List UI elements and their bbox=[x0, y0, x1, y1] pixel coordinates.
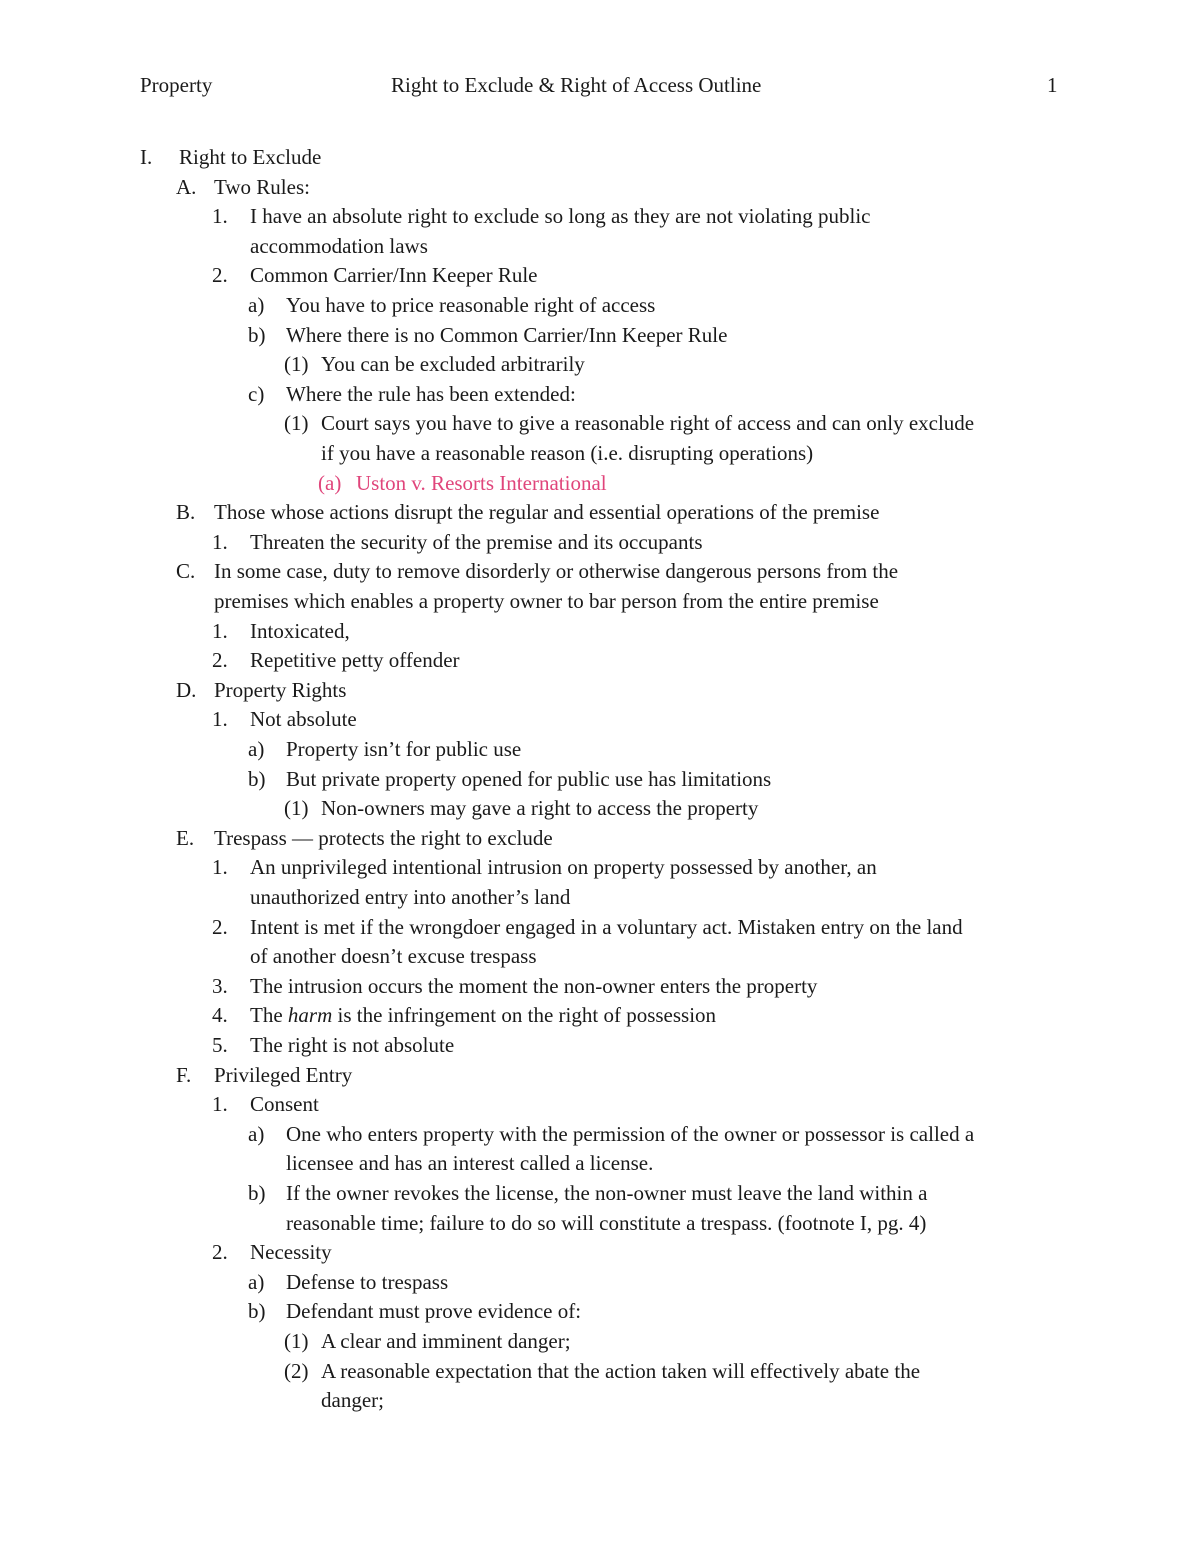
outline-marker: a) bbox=[248, 1121, 265, 1146]
outline-text: Trespass — protects the right to exclude bbox=[214, 825, 553, 850]
outline-marker: (1) bbox=[284, 411, 309, 436]
outline-text: Defense to trespass bbox=[286, 1269, 449, 1294]
outline-item bbox=[0, 972, 1200, 1002]
outline-item bbox=[0, 528, 1200, 558]
outline-marker: 3. bbox=[212, 973, 228, 998]
outline-item bbox=[0, 1268, 1200, 1298]
outline-text: The harm is the infringement on the right of possession bbox=[250, 1003, 717, 1028]
outline-marker: b) bbox=[248, 322, 266, 347]
outline-text: Right to Exclude bbox=[179, 145, 322, 169]
outline-item bbox=[0, 1001, 1200, 1031]
outline-text: Consent bbox=[250, 1092, 319, 1117]
outline-marker: a) bbox=[248, 293, 265, 317]
outline-marker: a) bbox=[248, 737, 265, 761]
outline-item bbox=[0, 617, 1200, 647]
outline-item bbox=[0, 498, 1200, 528]
outline-marker: D. bbox=[176, 677, 197, 702]
outline-text: In some case, duty to remove disorderly or otherwise dangerous persons from the bbox=[214, 559, 899, 584]
header-document-title: Right to Exclude & Right of Access Outline bbox=[391, 73, 762, 97]
outline-text: Intent is met if the wrongdoer engaged in a voluntary act. Mistaken entry on the land bbox=[250, 914, 963, 939]
outline-item bbox=[0, 1327, 1200, 1357]
outline-item bbox=[0, 824, 1200, 854]
outline-text: The right is not absolute bbox=[250, 1033, 455, 1057]
outline-text: The intrusion occurs the moment the non-owner enters the property bbox=[250, 973, 818, 998]
outline-text: Those whose actions disrupt the regular and essential operations of the premise bbox=[214, 500, 880, 525]
outline-text: accommodation laws bbox=[250, 233, 428, 258]
outline-item bbox=[0, 735, 1200, 765]
outline-text: Threaten the security of the premise and its occupants bbox=[250, 529, 703, 554]
outline-text: danger; bbox=[321, 1388, 384, 1413]
outline-marker: c) bbox=[248, 381, 265, 406]
outline-marker: B. bbox=[176, 500, 196, 525]
outline-item bbox=[0, 853, 1200, 912]
outline-text: Common Carrier/Inn Keeper Rule bbox=[250, 263, 538, 288]
outline-item bbox=[0, 143, 1200, 173]
outline-marker: 2. bbox=[212, 263, 228, 288]
outline-text: One who enters property with the permission of the owner or possessor is called a bbox=[286, 1121, 975, 1146]
outline-item bbox=[0, 765, 1200, 795]
outline-item bbox=[0, 173, 1200, 203]
outline-text: Property Rights bbox=[214, 677, 347, 702]
outline-text: Non-owners may gave a right to access the property bbox=[321, 796, 759, 821]
outline-marker: 4. bbox=[212, 1003, 228, 1028]
outline-marker: b) bbox=[248, 1181, 266, 1205]
outline-marker: F. bbox=[176, 1062, 192, 1087]
outline-item bbox=[0, 557, 1200, 616]
outline-text: You can be excluded arbitrarily bbox=[321, 352, 585, 377]
outline-item bbox=[0, 1090, 1200, 1120]
outline-text: of another doesn’t excuse trespass bbox=[250, 944, 537, 969]
outline-text: Where the rule has been extended: bbox=[286, 381, 576, 406]
outline-text: licensee and has an interest called a license. bbox=[286, 1151, 654, 1176]
outline-marker: (1) bbox=[284, 796, 309, 821]
outline-marker: (a) bbox=[318, 470, 342, 495]
outline-item bbox=[0, 1061, 1200, 1091]
outline-marker: A. bbox=[176, 174, 197, 199]
outline-item bbox=[0, 409, 1200, 468]
outline-text: premises which enables a property owner to bar person from the entire premise bbox=[214, 588, 879, 613]
outline-text: Privileged Entry bbox=[214, 1062, 353, 1087]
outline-text: Court says you have to give a reasonable right of access and can only exclude bbox=[321, 411, 975, 436]
outline-marker: E. bbox=[176, 825, 195, 850]
outline-item bbox=[0, 676, 1200, 706]
outline-marker: 1. bbox=[212, 855, 228, 880]
outline-marker: I. bbox=[140, 145, 153, 169]
outline-text: Repetitive petty offender bbox=[250, 648, 460, 673]
outline-marker: 1. bbox=[212, 707, 228, 732]
outline-text: But private property opened for public use has limitations bbox=[286, 766, 772, 791]
outline-text: You have to price reasonable right of access bbox=[286, 293, 656, 317]
outline-item bbox=[0, 1179, 1200, 1238]
emphasis: harm bbox=[287, 1003, 333, 1028]
outline-text: Necessity bbox=[250, 1240, 332, 1265]
outline-item bbox=[0, 1297, 1200, 1327]
outline-marker: 1. bbox=[212, 1092, 228, 1117]
outline-item bbox=[0, 202, 1200, 261]
outline-item bbox=[0, 380, 1200, 410]
outline-text: A reasonable expectation that the action taken will effectively abate the bbox=[321, 1358, 921, 1383]
outline-marker: a) bbox=[248, 1269, 265, 1294]
outline-text: if you have a reasonable reason (i.e. disrupting operations) bbox=[321, 440, 814, 465]
outline-text: Property isn’t for public use bbox=[286, 737, 522, 761]
outline-text: Defendant must prove evidence of: bbox=[286, 1299, 582, 1324]
outline-marker: 1. bbox=[212, 204, 228, 229]
outline-text: Two Rules: bbox=[214, 174, 310, 199]
outline-marker: 2. bbox=[212, 914, 228, 939]
outline-item bbox=[0, 646, 1200, 676]
outline-item bbox=[0, 1031, 1200, 1061]
outline-text: Intoxicated, bbox=[250, 618, 350, 643]
outline-text: A clear and imminent danger; bbox=[321, 1329, 571, 1353]
outline-item bbox=[0, 321, 1200, 351]
outline-marker: 2. bbox=[212, 1240, 228, 1265]
outline-item bbox=[0, 261, 1200, 291]
outline-item bbox=[0, 1238, 1200, 1268]
outline-item bbox=[0, 1357, 1200, 1416]
outline-text: Where there is no Common Carrier/Inn Keeper Rule bbox=[286, 322, 728, 347]
outline-marker: 1. bbox=[212, 529, 228, 554]
outline-marker: (2) bbox=[284, 1358, 309, 1383]
outline-marker: C. bbox=[176, 559, 196, 584]
outline-text: If the owner revokes the license, the non-owner must leave the land within a bbox=[286, 1181, 928, 1205]
outline-item bbox=[0, 1120, 1200, 1179]
outline-item bbox=[0, 291, 1200, 321]
outline-item bbox=[0, 913, 1200, 972]
outline-item bbox=[0, 350, 1200, 380]
header-course-title: Property bbox=[140, 73, 213, 97]
outline-item bbox=[0, 469, 1200, 499]
outline-text: unauthorized entry into another’s land bbox=[250, 884, 571, 909]
outline-text: An unprivileged intentional intrusion on property possessed by another, an bbox=[250, 855, 877, 880]
outline-marker: (1) bbox=[284, 1329, 309, 1353]
outline-marker: 2. bbox=[212, 648, 228, 673]
outline-text: reasonable time; failure to do so will constitute a trespass. (footnote I, pg. 4) bbox=[286, 1210, 927, 1235]
outline-text: Not absolute bbox=[250, 707, 357, 732]
outline-marker: 5. bbox=[212, 1033, 228, 1057]
outline-marker: b) bbox=[248, 766, 266, 791]
outline-marker: 1. bbox=[212, 618, 228, 643]
outline-text: I have an absolute right to exclude so long as they are not violating public bbox=[250, 204, 871, 229]
outline-text: Uston v. Resorts International bbox=[356, 470, 607, 495]
outline-item bbox=[0, 794, 1200, 824]
outline-item bbox=[0, 705, 1200, 735]
outline-marker: (1) bbox=[284, 352, 309, 377]
header-page-number: 1 bbox=[1047, 73, 1058, 97]
outline-marker: b) bbox=[248, 1299, 266, 1324]
